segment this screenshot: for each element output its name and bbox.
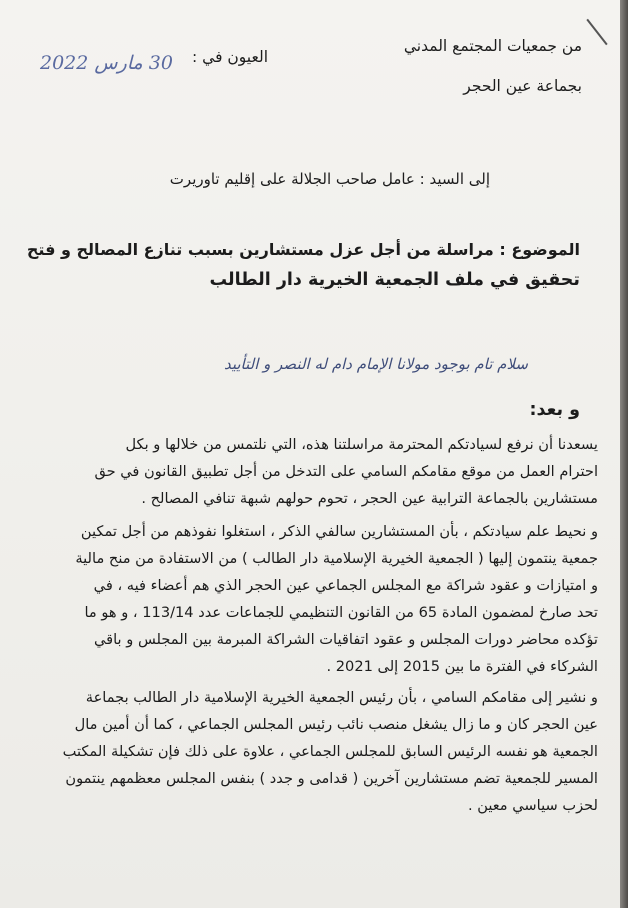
pen-stroke: [586, 19, 607, 45]
paragraph-2-line-2: جمعية ينتمون إليها ( الجمعية الخيرية الإسلامية دار الطالب ) من الاستفادة من منح مالية: [75, 550, 598, 567]
paragraph-1-line-1: يسعدنا أن نرفع لسيادتكم المحترمة مراسلتنا هذه، التي نلتمس من خلالها و بكل: [125, 436, 598, 453]
paragraph-3-line-3: الجمعية هو نفسه الرئيس السابق للمجلس الجماعي ، علاوة على ذلك فإن تشكيلة المكتب: [62, 743, 598, 760]
paragraph-3-line-2: عين الحجر كان و ما زال يشغل منصب نائب رئيس المجلس الجماعي ، كما أن أمين مال: [74, 716, 598, 733]
sender-line-1: من جمعيات المجتمع المدني: [403, 37, 582, 55]
paragraph-2-line-1: و نحيط علم سيادتكم ، بأن المستشارين سالفي الذكر ، استغلوا نفوذهم من أجل تمكين: [80, 523, 598, 540]
wa-baad-heading: و بعد:: [529, 400, 580, 420]
recipient-line: إلى السيد : عامل صاحب الجلالة على إقليم تاوريرت: [169, 170, 490, 188]
paragraph-2-line-4: تحد صارخ لمضمون المادة 65 من القانون التنظيمي للجماعات عدد 113/14 ، و هو ما: [84, 604, 598, 621]
paragraph-3-line-4: المسير للجمعية تضم مستشارين آخرين ( قدامى و جدد ) بنفس المجلس معظمهم ينتمون: [65, 770, 598, 787]
paragraph-3-line-1: و نشير إلى مقامكم السامي ، بأن رئيس الجمعية الخيرية الإسلامية دار الطالب بجماعة: [85, 689, 598, 706]
greeting-line: سلام تام بوجود مولانا الإمام دام له النصر و التأييد: [223, 355, 528, 373]
paragraph-1-line-2: احترام العمل من موقع مقامكم السامي على التدخل من أجل تطبيق القانون في حق: [94, 463, 598, 480]
sender-line-2: بجماعة عين الحجر: [463, 77, 582, 95]
page-edge-shadow: [620, 0, 628, 908]
handwritten-date: 30 مارس 2022: [40, 52, 173, 74]
paragraph-3-line-5: لحزب سياسي معين .: [467, 797, 598, 814]
paragraph-1-line-3: مستشارين بالجماعة الترابية عين الحجر ، تحوم حولهم شبهة تنافي المصالح .: [141, 490, 598, 507]
location-label: العيون في :: [192, 48, 268, 66]
subject-line-1: الموضوع : مراسلة من أجل عزل مستشارين بسبب تنازع المصالح و فتح: [26, 240, 580, 259]
paragraph-2-line-5: تؤكده محاضر دورات المجلس و عقود اتفاقيات الشراكة المبرمة بين المجلس و باقي: [93, 631, 598, 648]
paragraph-2-line-3: و امتيازات و عقود شراكة مع المجلس الجماعي عين الحجر الذي هم أعضاء فيه ، في: [93, 577, 598, 594]
subject-line-2: تحقيق في ملف الجمعية الخيرية دار الطالب: [209, 270, 580, 290]
paragraph-2-line-6: الشركاء في الفترة ما بين 2015 إلى 2021 .: [326, 658, 598, 675]
